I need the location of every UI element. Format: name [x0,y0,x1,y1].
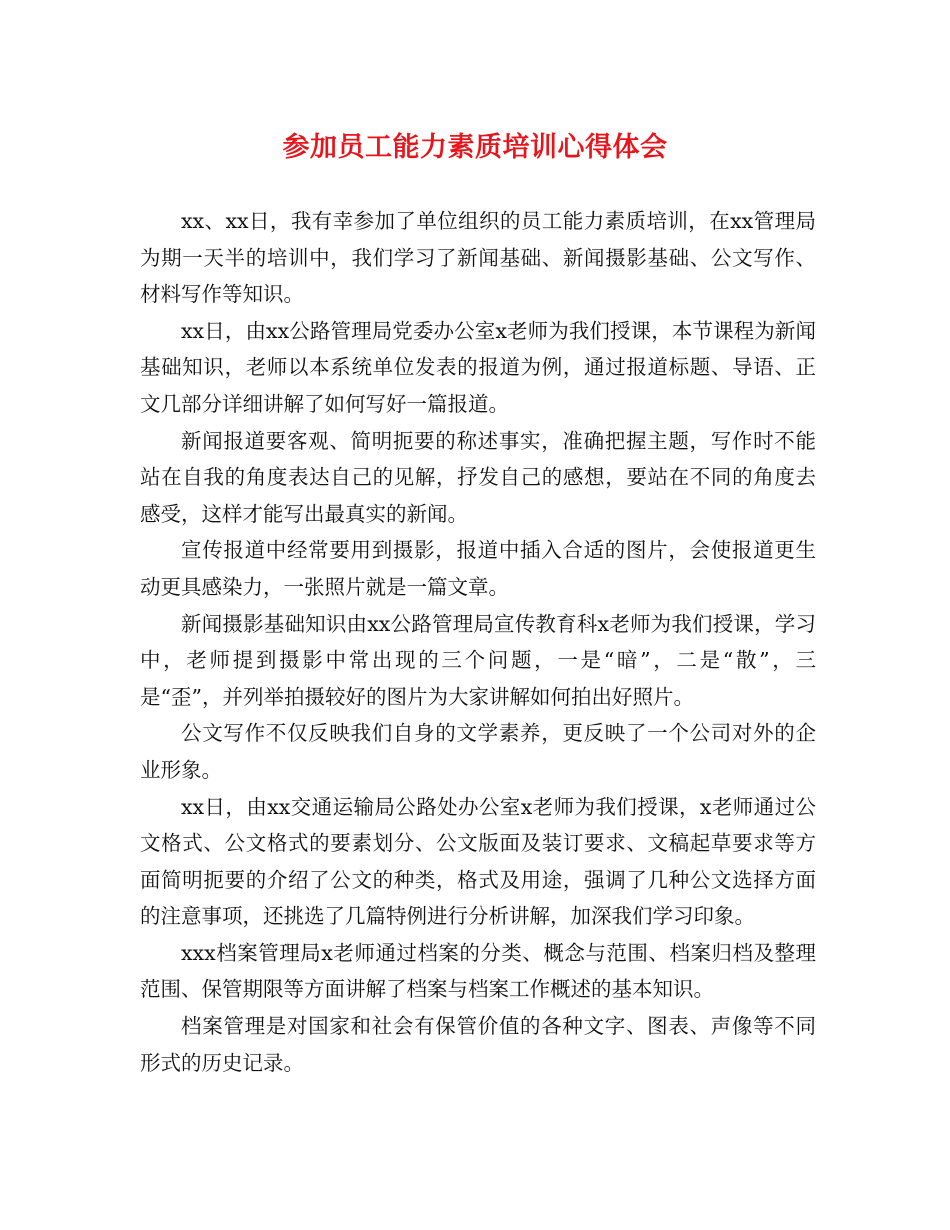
document-body [140,203,816,1081]
document-title: 参加员工能力素质培训心得体会 [282,132,668,163]
paragraph: xxx档案管理局x老师通过档案的分类、概念与范围、档案归档及整理范围、保管期限等方面讲解了档案与档案工作概述的基本知识。 [140,940,816,1002]
paragraph: xx、xx日，我有幸参加了单位组织的员工能力素质培训，在xx管理局为期一天半的培训中，我们学习了新闻基础、新闻摄影基础、公文写作、材料写作等知识。 [140,209,816,307]
paragraph: 宣传报道中经常要用到摄影，报道中插入合适的图片，会使报道更生动更具感染力，一张照片就是一篇文章。 [140,538,816,599]
paragraph: 新闻摄影基础知识由xx公路管理局宣传教育科x老师为我们授课，学习中，老师提到摄影中常出现的三个问题，一是“暗”，二是“散”，三是“歪”，并列举拍摄较好的图片为大家讲解如何拍出好照片。 [140,611,816,709]
paragraph: xx日，由xx交通运输局公路处办公室x老师为我们授课，x老师通过公文格式、公文格式的要素划分、公文版面及装订要求、文稿起草要求等方面简明扼要的介绍了公文的种类，格式及用途，强调了几种公文选择方面的注意事项，还挑选了几篇特例进行分析讲解，加深我们学习印象。 [140,794,816,929]
paragraph: 公文写作不仅反映我们自身的文学素养，更反映了一个公司对外的企业形象。 [140,721,816,782]
paragraph: 新闻报道要客观、简明扼要的称述事实，准确把握主题，写作时不能站在自我的角度表达自己的见解，抒发自己的感想，要站在不同的角度去感受，这样才能写出最真实的新闻。 [140,428,816,526]
paragraph: xx日，由xx公路管理局党委办公室x老师为我们授课，本节课程为新闻基础知识，老师以本系统单位发表的报道为例，通过报道标题、导语、正文几部分详细讲解了如何写好一篇报道。 [140,318,816,416]
paragraph: 档案管理是对国家和社会有保管价值的各种文字、图表、声像等不同形式的历史记录。 [140,1014,816,1075]
